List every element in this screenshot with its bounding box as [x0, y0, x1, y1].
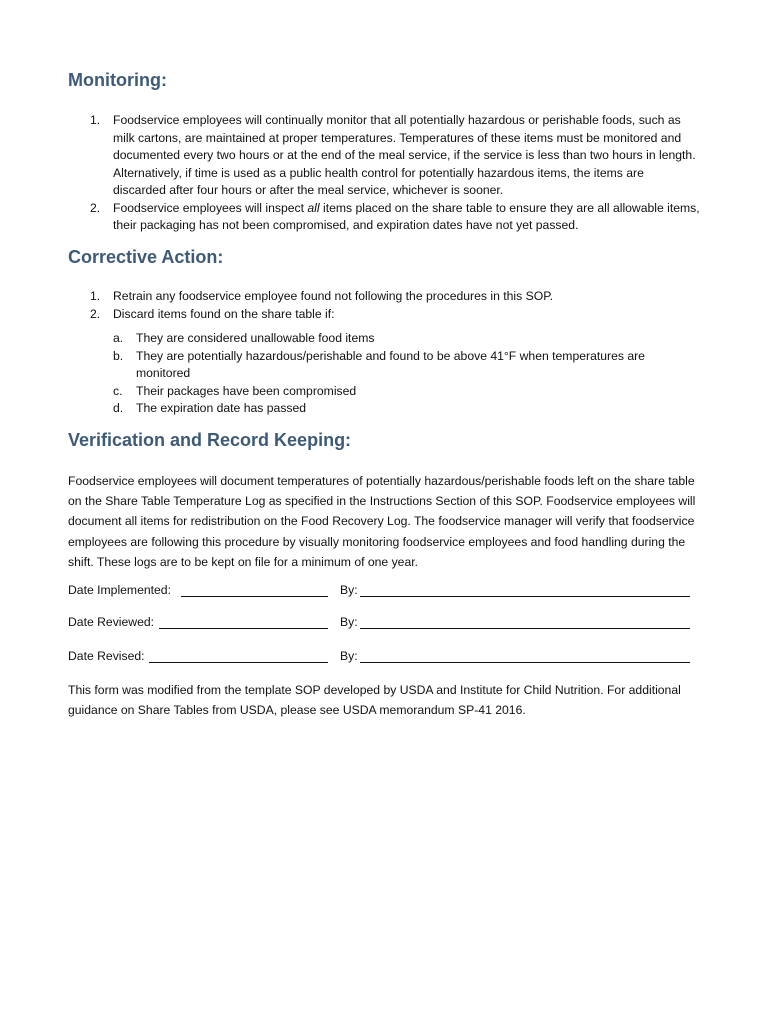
list-item-text: Foodservice employees will continually monitor that all potentially hazardous or perishable foods, such as milk cartons, are maintained at proper temperatures. Temperatures of these items must be monitored and documented every two hours or at the end of the meal service, if the service is less than two hours in length. Alternatively, if time is used as a public health control for potentially hazardous items, the items are discarded after four hours or after the meal service, whichever is sooner. [113, 113, 696, 197]
sub-list-item-text: The expiration date has passed [136, 401, 307, 415]
corrective-action-heading: Corrective Action: [68, 247, 224, 267]
sub-list-item-letter: b. [113, 348, 124, 363]
sub-list-item-text: They are considered unallowable food items [136, 331, 375, 345]
list-item-text-start: Foodservice employees will inspect [113, 200, 308, 215]
corrective-action-list [68, 288, 700, 323]
list-item-number: 1. [90, 113, 101, 127]
reviewed-by-field[interactable] [360, 628, 690, 629]
date-reviewed-row [68, 614, 693, 632]
verification-paragraph: Foodservice employees will document temperatures of potentially hazardous/perishable foods left on the share table on the Share Table Temperature Log as specified in the Instructions Section of this SOP. Foodservice employees will document all items for redistribution on the Food Recovery Log. The foodservice manager will verify that foodservice employees are following this procedure by visually monitoring foodservice employees and food handling during the shift. These logs are to be kept on file for a minimum of one year. [68, 474, 696, 569]
monitoring-heading: Monitoring: [68, 70, 167, 90]
date-revised-label: Date Revised: [68, 649, 145, 663]
list-item [68, 288, 700, 306]
implemented-by-field[interactable] [360, 596, 690, 597]
verification-heading: Verification and Record Keeping: [68, 430, 352, 450]
list-item-text-end: items placed on the share table to ensure they are all allowable items, their packaging has not been compromised, and expiration dates have not yet passed. [113, 200, 700, 232]
list-item-text: Retrain any foodservice employee found not following the procedures in this SOP. [113, 289, 554, 303]
emphasis-all: all [307, 200, 320, 215]
list-item-number: 2. [90, 200, 101, 215]
date-implemented-label: Date Implemented: [68, 583, 171, 597]
footer-note: This form was modified from the template SOP developed by USDA and Institute for Child Nutrition. For additional guidance on Share Tables from USDA, please see USDA memorandum SP-41 2016. [68, 683, 681, 718]
sub-list-item-text: Their packages have been compromised [136, 383, 357, 398]
date-revised-field[interactable] [149, 662, 328, 663]
list-item-text: Discard items found on the share table if: [113, 306, 335, 321]
sub-list-item-text: They are potentially hazardous/perishable and found to be above 41°F when temperatures are monitored [136, 348, 645, 380]
revised-by-field[interactable] [360, 662, 690, 663]
date-implemented-field[interactable] [181, 596, 328, 597]
date-implemented-row [68, 582, 693, 600]
date-revised-row [68, 648, 693, 666]
discard-conditions-list [68, 330, 700, 418]
by-label: By: [340, 583, 358, 597]
by-label: By: [340, 649, 358, 663]
list-item-number: 1. [90, 289, 101, 303]
sub-list-item [68, 400, 700, 418]
sub-list-item-letter: a. [113, 331, 124, 345]
sub-list-item-letter: d. [113, 401, 124, 415]
list-item-number: 2. [90, 306, 101, 321]
by-label: By: [340, 615, 358, 629]
sub-list-item [68, 348, 700, 383]
list-item [68, 200, 700, 235]
sub-list-item [68, 330, 700, 348]
list-item [68, 306, 700, 324]
date-reviewed-field[interactable] [159, 628, 328, 629]
monitoring-list [68, 112, 700, 235]
sub-list-item-letter: c. [113, 383, 123, 398]
date-reviewed-label: Date Reviewed: [68, 615, 155, 629]
sub-list-item [68, 383, 700, 401]
list-item [68, 112, 700, 200]
